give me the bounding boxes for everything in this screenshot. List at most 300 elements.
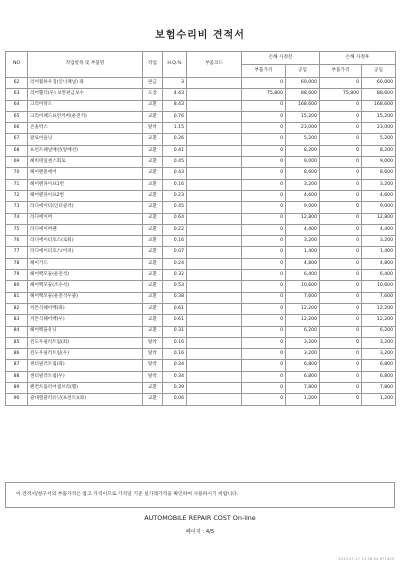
- cell-l1: 4,800: [286, 258, 320, 269]
- print-timestamp: 2015-07-17 13:36:54 RT1405: [338, 556, 394, 561]
- cell-l1: 7,800: [286, 383, 320, 394]
- cell-op: 교환: [143, 190, 163, 201]
- cell-pp1: 0: [242, 315, 286, 326]
- cell-l2: 88,600: [362, 89, 396, 100]
- cell-pp2: 0: [320, 202, 362, 213]
- header-hours: H.Q.%: [163, 52, 187, 78]
- table-row: [6, 394, 396, 405]
- cell-pp1: 0: [242, 247, 286, 258]
- cell-pp1: 0: [242, 190, 286, 201]
- cell-pp2: 0: [320, 157, 362, 168]
- cell-code: [187, 224, 242, 235]
- cell-h: 0.45: [163, 157, 187, 168]
- cell-h: 0.53: [163, 281, 187, 292]
- cell-item: 헤비테일센스회로: [28, 157, 143, 168]
- cell-item: 리어휀더(우) 보완판금보수: [28, 89, 143, 100]
- cell-code: [187, 157, 242, 168]
- page-title: 보험수리비 견적서: [155, 30, 245, 41]
- cell-l2: 6,800: [362, 371, 396, 382]
- cell-pp2: 0: [320, 168, 362, 179]
- table-row: [6, 123, 396, 134]
- cell-l1: 6,200: [286, 326, 320, 337]
- cell-l1: 12,800: [286, 213, 320, 224]
- cell-l1: 12,200: [286, 315, 320, 326]
- cell-no: 69: [6, 157, 28, 168]
- table-row: [6, 360, 396, 371]
- cell-no: 81: [6, 292, 28, 303]
- table-row: [6, 213, 396, 224]
- cell-l2: 5,200: [362, 134, 396, 145]
- cell-code: [187, 213, 242, 224]
- cell-no: 79: [6, 270, 28, 281]
- header-no: NO: [6, 52, 28, 78]
- cell-pp1: 0: [242, 157, 286, 168]
- cell-item: 헤어백모듈(조수석): [28, 281, 143, 292]
- cell-item: 라디에이버팬: [28, 224, 143, 235]
- cell-no: 65: [6, 111, 28, 122]
- cell-no: 71: [6, 179, 28, 190]
- cell-code: [187, 78, 242, 89]
- cell-l1: 4,600: [286, 190, 320, 201]
- cell-code: [187, 349, 242, 360]
- cell-h: 0.32: [163, 270, 187, 281]
- cell-l2: 60,000: [362, 78, 396, 89]
- cell-op: 교환: [143, 281, 163, 292]
- cell-l2: 7,800: [362, 383, 396, 394]
- table-row: [6, 292, 396, 303]
- cell-op: 판금: [143, 78, 163, 89]
- cell-pp2: 0: [320, 100, 362, 111]
- cell-pp1: 0: [242, 213, 286, 224]
- cell-code: [187, 303, 242, 314]
- cell-no: 62: [6, 78, 28, 89]
- cell-pp1: 0: [242, 281, 286, 292]
- cell-pp1: 0: [242, 371, 286, 382]
- cell-l2: 9,000: [362, 202, 396, 213]
- cell-h: 1.15: [163, 123, 187, 134]
- cell-l2: 3,200: [362, 179, 396, 190]
- cell-h: 0.26: [163, 134, 187, 145]
- cell-item: 크리어락드: [28, 100, 143, 111]
- cell-l1: 12,200: [286, 303, 320, 314]
- cell-pp1: 0: [242, 337, 286, 348]
- cell-pp1: 0: [242, 78, 286, 89]
- header-labor-after: 공임: [362, 65, 396, 78]
- cell-item: 쿨대렬쿨러유닛(프런트)(좌): [28, 394, 143, 405]
- header-parts-price-before: 부품가격: [242, 65, 286, 78]
- cell-no: 77: [6, 247, 28, 258]
- cell-code: [187, 337, 242, 348]
- cell-no: 90: [6, 394, 28, 405]
- cell-h: 0.34: [163, 371, 187, 382]
- table-row: [6, 337, 396, 348]
- cell-no: 85: [6, 337, 28, 348]
- cell-l1: 6,800: [286, 371, 320, 382]
- cell-op: 교환: [143, 383, 163, 394]
- cell-l2: 4,800: [362, 258, 396, 269]
- cell-l2: 6,800: [362, 360, 396, 371]
- cell-op: 교환: [143, 213, 163, 224]
- cell-no: 64: [6, 100, 28, 111]
- cell-l1: 23,000: [286, 123, 320, 134]
- table-row: [6, 270, 396, 281]
- cell-pp2: 0: [320, 383, 362, 394]
- cell-item: 헤어백듈유닛: [28, 326, 143, 337]
- cell-item: 팬컨트롤러어셈브리(휀): [28, 383, 143, 394]
- cell-l1: 1,200: [286, 394, 320, 405]
- cell-pp1: 0: [242, 134, 286, 145]
- cell-h: 0.07: [163, 247, 187, 258]
- cell-l1: 10,600: [286, 281, 320, 292]
- cell-pp2: 0: [320, 349, 362, 360]
- cell-l1: 3,200: [286, 236, 320, 247]
- cell-code: [187, 326, 242, 337]
- table-row: [6, 281, 396, 292]
- cell-l1: 88,600: [286, 89, 320, 100]
- cell-pp2: 0: [320, 394, 362, 405]
- cell-pp1: 0: [242, 258, 286, 269]
- cell-h: 0.61: [163, 315, 187, 326]
- cell-l1: 5,200: [286, 134, 320, 145]
- cell-l2: 1,400: [362, 247, 396, 258]
- table-row: [6, 315, 396, 326]
- cell-item: 라디에이터호스(어퍼): [28, 247, 143, 258]
- cell-no: 63: [6, 89, 28, 100]
- cell-op: 교환: [143, 145, 163, 156]
- cell-no: 68: [6, 145, 28, 156]
- cell-item: 윈도우필러트림(좌): [28, 337, 143, 348]
- cell-pp2: 0: [320, 292, 362, 303]
- cell-pp2: 0: [320, 303, 362, 314]
- cell-op: 교환: [143, 179, 163, 190]
- table-row: [6, 190, 396, 201]
- estimate-rows: [6, 78, 396, 406]
- cell-h: 0.23: [163, 190, 187, 201]
- cell-pp2: 75,800: [320, 89, 362, 100]
- cell-l2: 168,600: [362, 100, 396, 111]
- cell-l1: 8,600: [286, 168, 320, 179]
- cell-code: [187, 123, 242, 134]
- cell-code: [187, 236, 242, 247]
- cell-pp1: 0: [242, 100, 286, 111]
- cell-pp2: 0: [320, 371, 362, 382]
- cell-pp2: 0: [320, 236, 362, 247]
- table-row: [6, 111, 396, 122]
- cell-l1: 3,200: [286, 337, 320, 348]
- cell-no: 86: [6, 349, 28, 360]
- cell-code: [187, 258, 242, 269]
- cell-h: 0.41: [163, 145, 187, 156]
- cell-pp1: 0: [242, 303, 286, 314]
- cell-l1: 15,200: [286, 111, 320, 122]
- cell-l1: 3,200: [286, 349, 320, 360]
- cell-pp1: 0: [242, 383, 286, 394]
- cell-pp2: 0: [320, 326, 362, 337]
- cell-op: 탈착: [143, 349, 163, 360]
- cell-h: 0.61: [163, 303, 187, 314]
- cell-item: 헤어펜파이프1번: [28, 179, 143, 190]
- cell-pp1: 0: [242, 202, 286, 213]
- cell-pp1: 0: [242, 168, 286, 179]
- cell-op: 교환: [143, 100, 163, 111]
- cell-item: 센터필러트림(우): [28, 371, 143, 382]
- cell-code: [187, 394, 242, 405]
- cell-pp2: 0: [320, 111, 362, 122]
- table-row: [6, 303, 396, 314]
- table-row: [6, 371, 396, 382]
- cell-pp1: 0: [242, 360, 286, 371]
- cell-l2: 6,400: [362, 270, 396, 281]
- table-row: [6, 134, 396, 145]
- table-row: [6, 383, 396, 394]
- header-part-code: 부품코드: [187, 52, 242, 78]
- cell-l2: 12,200: [362, 303, 396, 314]
- cell-code: [187, 168, 242, 179]
- cell-op: 교환: [143, 270, 163, 281]
- cell-l1: 3,200: [286, 179, 320, 190]
- header-labor-before: 공임: [286, 65, 320, 78]
- cell-l1: 8,200: [286, 145, 320, 156]
- table-row: [6, 202, 396, 213]
- cell-l2: 7,600: [362, 292, 396, 303]
- table-row: [6, 157, 396, 168]
- cell-op: 교환: [143, 111, 163, 122]
- cell-h: 8.43: [163, 100, 187, 111]
- cell-l2: 15,200: [362, 111, 396, 122]
- cell-item: 라디에이터호스(로워): [28, 236, 143, 247]
- cell-l2: 6,200: [362, 326, 396, 337]
- cell-h: 3: [163, 78, 187, 89]
- cell-l2: 4,600: [362, 190, 396, 201]
- cell-no: 76: [6, 236, 28, 247]
- cell-no: 70: [6, 168, 28, 179]
- cell-code: [187, 100, 242, 111]
- cell-item: 팔로어윤닝: [28, 134, 143, 145]
- table-row: [6, 236, 396, 247]
- cell-pp1: 0: [242, 349, 286, 360]
- cell-item: 헤어펜튠에어: [28, 168, 143, 179]
- cell-item: 센터필러트림(좌): [28, 360, 143, 371]
- cell-code: [187, 111, 242, 122]
- cell-pp1: 0: [242, 292, 286, 303]
- cell-op: 교환: [143, 202, 163, 213]
- cell-code: [187, 383, 242, 394]
- page-number: 페이지 : 4/5: [185, 529, 215, 535]
- cell-pp2: 0: [320, 224, 362, 235]
- cell-no: 87: [6, 360, 28, 371]
- cell-pp2: 0: [320, 190, 362, 201]
- cell-item: 헤어펜파이프2번: [28, 190, 143, 201]
- cell-h: 0.06: [163, 394, 187, 405]
- cell-pp1: 0: [242, 145, 286, 156]
- cell-item: 헤이거드: [28, 258, 143, 269]
- table-row: [6, 100, 396, 111]
- cell-code: [187, 190, 242, 201]
- cell-no: 72: [6, 190, 28, 201]
- table-row: [6, 326, 396, 337]
- cell-h: 0.16: [163, 179, 187, 190]
- cell-pp2: 0: [320, 145, 362, 156]
- table-row: [6, 145, 396, 156]
- cell-pp2: 0: [320, 360, 362, 371]
- cell-op: 탈착: [143, 360, 163, 371]
- cell-l2: 9,000: [362, 157, 396, 168]
- cell-code: [187, 292, 242, 303]
- table-row: [6, 78, 396, 89]
- cell-l2: 23,000: [362, 123, 396, 134]
- header-parts-price-after: 부품가격: [320, 65, 362, 78]
- cell-h: 0.24: [163, 258, 187, 269]
- cell-l2: 3,200: [362, 236, 396, 247]
- table-row: [6, 247, 396, 258]
- cell-l1: 4,400: [286, 224, 320, 235]
- cell-item: 커튼식헤어백(좌): [28, 303, 143, 314]
- estimate-table: [5, 51, 396, 406]
- header-before-assessment: 손해 사정전: [242, 52, 320, 65]
- cell-l2: 3,200: [362, 349, 396, 360]
- cell-pp1: 0: [242, 179, 286, 190]
- cell-no: 75: [6, 224, 28, 235]
- cell-no: 82: [6, 303, 28, 314]
- cell-no: 66: [6, 123, 28, 134]
- cell-h: 0.45: [163, 202, 187, 213]
- cell-h: 0.31: [163, 326, 187, 337]
- table-row: [6, 349, 396, 360]
- cell-h: 0.16: [163, 349, 187, 360]
- cell-no: 89: [6, 383, 28, 394]
- cell-pp2: 0: [320, 213, 362, 224]
- cell-op: 탈착: [143, 371, 163, 382]
- cell-op: 탈착: [143, 337, 163, 348]
- cell-op: 교환: [143, 292, 163, 303]
- cell-pp2: 0: [320, 78, 362, 89]
- cell-h: 0.16: [163, 337, 187, 348]
- cell-h: 0.16: [163, 236, 187, 247]
- cell-pp2: 0: [320, 281, 362, 292]
- footer-brand: AUTOMOBILE REPAIR COST On-line: [144, 514, 256, 522]
- cell-item: 헤어백모듈(운전석우줄): [28, 292, 143, 303]
- cell-op: 교환: [143, 168, 163, 179]
- cell-pp1: 0: [242, 111, 286, 122]
- cell-item: 라디에이버: [28, 213, 143, 224]
- cell-item: 리어휠하우징(인너패널) 좌: [28, 78, 143, 89]
- table-row: [6, 168, 396, 179]
- cell-op: 교환: [143, 236, 163, 247]
- cell-code: [187, 179, 242, 190]
- cell-op: 교환: [143, 303, 163, 314]
- cell-h: 0.64: [163, 213, 187, 224]
- cell-h: 0.34: [163, 360, 187, 371]
- cell-op: 교환: [143, 315, 163, 326]
- cell-pp1: 0: [242, 394, 286, 405]
- cell-pp2: 0: [320, 270, 362, 281]
- cell-item: 크리어패드프런커버(운전석): [28, 111, 143, 122]
- cell-code: [187, 371, 242, 382]
- cell-op: 탈착: [143, 123, 163, 134]
- cell-pp2: 0: [320, 258, 362, 269]
- cell-code: [187, 202, 242, 213]
- cell-code: [187, 360, 242, 371]
- cell-l1: 7,600: [286, 292, 320, 303]
- cell-pp2: 0: [320, 134, 362, 145]
- cell-l2: 10,600: [362, 281, 396, 292]
- cell-op: 도장: [143, 89, 163, 100]
- table-row: [6, 224, 396, 235]
- cell-code: [187, 89, 242, 100]
- cell-l2: 12,200: [362, 315, 396, 326]
- header-operation: 작업: [143, 52, 163, 78]
- cell-no: 74: [6, 213, 28, 224]
- table-row: [6, 179, 396, 190]
- cell-no: 80: [6, 281, 28, 292]
- cell-code: [187, 134, 242, 145]
- cell-l1: 60,000: [286, 78, 320, 89]
- cell-item: 윈도우필러트림(우): [28, 349, 143, 360]
- cell-l2: 8,600: [362, 168, 396, 179]
- table-row: [6, 258, 396, 269]
- cell-h: 0.43: [163, 168, 187, 179]
- cell-no: 84: [6, 326, 28, 337]
- cell-pp2: 0: [320, 179, 362, 190]
- cell-l2: 1,200: [362, 394, 396, 405]
- cell-l1: 9,000: [286, 157, 320, 168]
- cell-pp1: 0: [242, 270, 286, 281]
- cell-pp1: 0: [242, 224, 286, 235]
- cell-code: [187, 315, 242, 326]
- cell-item: 헤어백모듈(운전석): [28, 270, 143, 281]
- cell-l2: 12,800: [362, 213, 396, 224]
- cell-l2: 8,200: [362, 145, 396, 156]
- cell-pp2: 0: [320, 123, 362, 134]
- cell-pp2: 0: [320, 247, 362, 258]
- cell-op: 교환: [143, 258, 163, 269]
- cell-no: 88: [6, 371, 28, 382]
- cell-h: 0.76: [163, 111, 187, 122]
- cell-h: 0.22: [163, 224, 187, 235]
- cell-pp2: 0: [320, 337, 362, 348]
- cell-item: 라디에이터(인터쿨러): [28, 202, 143, 213]
- cell-op: 교환: [143, 394, 163, 405]
- cell-no: 78: [6, 258, 28, 269]
- cell-h: 4.43: [163, 89, 187, 100]
- cell-l1: 6,400: [286, 270, 320, 281]
- cell-item: 프런트패널배선(앞배선): [28, 145, 143, 156]
- cell-no: 83: [6, 315, 28, 326]
- header-work-item: 작업항목 및 부품명: [28, 52, 143, 78]
- cell-op: 교환: [143, 157, 163, 168]
- cell-code: [187, 281, 242, 292]
- cell-l2: 4,400: [362, 224, 396, 235]
- cell-op: 교환: [143, 134, 163, 145]
- cell-l1: 9,000: [286, 202, 320, 213]
- header-after-assessment: 손해 사정후: [320, 52, 396, 65]
- disclaimer-note: 이 견적서/청구서의 부품가격은 참고 가격이므로 가격일 기준 실가래가격을 확인하여 사용하시기 바랍니다.: [5, 482, 395, 508]
- cell-op: 교환: [143, 247, 163, 258]
- cell-pp2: 0: [320, 315, 362, 326]
- cell-l2: 3,200: [362, 337, 396, 348]
- cell-code: [187, 270, 242, 281]
- cell-code: [187, 247, 242, 258]
- cell-item: 커튼식헤어백(우): [28, 315, 143, 326]
- cell-h: 0.38: [163, 292, 187, 303]
- cell-item: 콘솔박스: [28, 123, 143, 134]
- table-row: [6, 89, 396, 100]
- cell-pp1: 0: [242, 236, 286, 247]
- cell-l1: 6,800: [286, 360, 320, 371]
- cell-code: [187, 145, 242, 156]
- cell-no: 73: [6, 202, 28, 213]
- cell-pp1: 75,800: [242, 89, 286, 100]
